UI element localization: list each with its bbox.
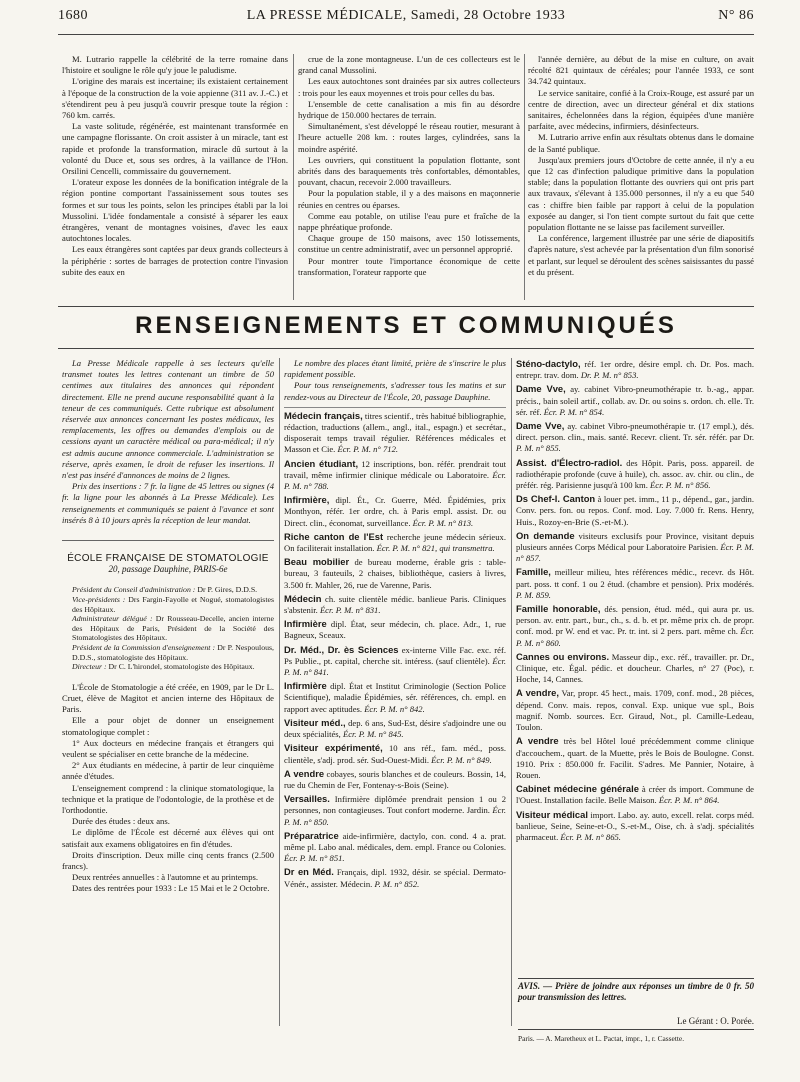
classified-ad — [516, 735, 754, 781]
rubric-intro — [62, 358, 274, 526]
ad-text — [284, 742, 506, 765]
classified-ad — [516, 420, 754, 455]
avis-notice: AVIS. — Prière de joindre aux réponses un timbre de 0 fr. 50 pour transmission des lettres. — [518, 978, 754, 1003]
paragraph: 2° Aux étudiants en médecine, à partir de leur cinquième année d'études. — [62, 760, 274, 782]
paragraph: Chaque groupe de 150 maisons, avec 150 lotissements, constitue un centre administratif, avec un personnel approprié. — [298, 233, 520, 255]
paragraph: Elle a pour objet de donner un enseignement stomatologique complet : — [62, 715, 274, 737]
ad-text — [284, 768, 506, 791]
ad-reference: Écr. P. M. n° 857. — [516, 542, 754, 564]
ad-text — [516, 566, 754, 601]
communiques-column-1 — [62, 358, 274, 1028]
classified-ad — [516, 783, 754, 806]
ad-heading: Sténo-dactylo, — [516, 358, 581, 369]
classified-ad — [284, 618, 506, 641]
staff-role: Vice-présidents : — [72, 595, 126, 605]
paragraph: Pour tous renseignements, s'adresser tous les matins et sur rendez-vous au Directeur de l'École, 20, passage Dauphine. — [284, 380, 506, 402]
ad-text — [516, 457, 754, 492]
ad-body: à louer pet. imm., 11 p., dépend., gar., jardin. Conv. pers. fon. ou repos. Conf. mod. Loy. 7.000 fr. Rens. Henry, Huis., Rozoy-en-Brie (S.-et-M.). — [516, 494, 754, 527]
communiques-column-3 — [516, 358, 754, 968]
ad-body: 12 inscriptions, bon. référ. prendrait tout travail, même infirmier clinique médicale ou Laboratoire. — [284, 458, 506, 480]
article-column-2 — [298, 54, 520, 302]
ad-heading: A vendre — [516, 735, 559, 747]
paragraph: Les ouvriers, qui constituent la population flottante, sont abrités dans des baraquements très confortables, démontables, pouvant, chacun, recevoir 2.000 travailleurs. — [298, 154, 520, 188]
ad-text — [284, 593, 506, 616]
classified-ads-list — [516, 358, 754, 843]
classified-ad — [284, 644, 506, 679]
ad-text — [516, 493, 754, 528]
printer-imprint: Paris. — A. Maretheux et L. Pactat, impr., 1, r. Cassette. — [518, 1034, 685, 1043]
ad-text — [516, 809, 754, 844]
ad-body: ay. cabinet Vibro-pneumothérapie tr. (17 empl.), dés. direct. person. clin., mais. santé. Recevr. client. Tr. sér. référ. par Dr. — [516, 421, 754, 443]
page-header — [58, 8, 754, 32]
ad-heading: Infirmière, — [284, 494, 330, 506]
ad-text — [284, 618, 506, 641]
paragraph: L'ensemble de cette canalisation a mis fin au désordre hydrique de 150.000 hectares de terrain. — [298, 98, 520, 121]
ad-text — [516, 735, 754, 781]
classified-ad — [284, 866, 506, 889]
ad-text — [284, 458, 506, 493]
ad-heading: A vendre, — [516, 687, 559, 699]
paragraph: Le service sanitaire, confié à la Croix-Rouge, est assuré par un centre de direction, avec un directeur général et dix stations sanitaires, échelonnées dans la région, équipées d'une manière parfaite, avec médecins, infirmiers, désinfecteurs. — [528, 87, 754, 132]
ad-heading: Infirmière — [284, 618, 327, 630]
paragraph: M. Lutrario rappelle la célébrité de la terre romaine dans l'histoire et souligne le rôle qu'y joue le paludisme. — [62, 54, 288, 76]
ad-body: meilleur milieu, htes références médic., recevr. ds Hôt. part. poss. tt conf. 1 ou 2 étud. (chambre et pension). Prix modérés. — [516, 567, 754, 589]
school-staff-list — [62, 585, 274, 671]
ad-text — [284, 644, 506, 679]
paragraph: Jusqu'aux premiers jours d'Octobre de cette année, il n'y a eu que 12 cas d'infection paludique primitive dans la population stable; dans la population flottante des ouvriers qui ont pris part aux travaux, s'élevant à 135.000 personnes, il n'y a eu que 540 cas : chiffre bien faible par rapport à celui de la population exposée au danger, si l'on tient compte surtout du fait que cette population flottante ne se laisse pas facilement surveiller. — [528, 154, 754, 233]
ad-body: dés. pension, étud. méd., qui aura pr. us. person. av. entr. part., bur., ch., s. d. b. et pr. même prix ch. de propr. conf. mod. pr W. end et vac. Pr. tr. int. si 2 pers. part. même ch. — [516, 604, 754, 637]
ad-heading: Ds Chef-l. Canton — [516, 493, 596, 505]
ad-body: cobayes, souris blanches et de couleurs. Bossin, 14, rue du Chemin de Fer, Fontenay-s-Bois (Seine). — [284, 768, 506, 790]
school-address: 20, passage Dauphine, PARIS-6e — [108, 564, 228, 575]
ad-body: Var, propr. 45 hect., mais. 1709, conf. mod., 28 pièces, dépend. Conv. mais. repos, conval. Exp. unique vue spl., Bois magnif. Nomb. sources. Ecr. Giraud, Not., pl. Camille-Ledeau, Toulon. — [516, 688, 754, 733]
ad-text — [284, 410, 506, 456]
classified-ad — [516, 493, 754, 528]
classified-ad — [516, 530, 754, 565]
ad-body: Masseur dip., exc. réf., travailler. pr. Dr., Clinique, etc. Égal. pédic. et doucheur. Charles, n° 27 (Poc), r. Hoche, 14, Cannes. — [516, 651, 754, 685]
ad-text — [516, 783, 754, 806]
classified-ad — [284, 494, 506, 529]
ad-body: dipl. État, seur médecin, ch. place. Adr., 1, rue Bagneux, Sceaux. — [284, 619, 506, 641]
ad-text — [284, 866, 506, 889]
classified-ad — [284, 793, 506, 828]
ad-text — [284, 556, 506, 591]
ad-reference: Écr. P. M. n° 854. — [543, 406, 605, 417]
ad-text — [516, 530, 754, 565]
ad-body: aide-infirmière, dactylo, con. cond. 4 a. prat. même pl. Labo anal. médicales, dem. empl. France ou Colonies. — [284, 830, 506, 852]
paragraph: Pour montrer toute l'importance économique de cette transformation, l'orateur rapporte que — [298, 255, 520, 277]
classified-ads-list — [284, 410, 506, 890]
staff-entry — [62, 643, 274, 662]
school-title: ÉCOLE FRANÇAISE DE STOMATOLOGIE — [62, 540, 274, 564]
staff-role: Président de la Commission d'enseignement : — [72, 643, 216, 653]
ad-text — [284, 830, 506, 865]
classified-ad — [284, 593, 506, 616]
staff-name: Drs Fargin-Fayolle et Nogué, stomatologistes des Hôpitaux. — [72, 595, 274, 614]
paragraph: L'orateur expose les données de la bonification intégrale de la région pontine comportant l'assainissement sous toutes ses formes et sur tous les points, selon les principes établi par la loi Mussolini. L'idée fondamentale a consisté à séparer les eaux étrangères, venant de montagnes voisines, d'avec les eaux autochtones locales. — [62, 177, 288, 244]
paragraph: L'enseignement comprend : la clinique stomatologique, la technique et la pratique de l'odontologie, de la prothèse et de l'orthodontie. — [62, 782, 274, 816]
paragraph: Le nombre des places étant limité, prière de s'inscrire le plus rapidement possible. — [284, 358, 506, 380]
school-description — [62, 682, 274, 895]
paragraph: L'École de Stomatologie a été créée, en 1909, par le Dr L. Cruet, élève de Magitot et ancien interne des Hôpitaux de Paris. — [62, 681, 274, 715]
ad-body: ch. suite clientèle médic. banlieue Paris. Cliniques s'abstenir. — [284, 593, 506, 616]
ad-text — [516, 603, 754, 649]
ad-heading: Dr en Méd. — [284, 866, 334, 878]
journal-title: LA PRESSE MÉDICALE, Samedi, 28 Octobre 1933 — [246, 8, 566, 23]
ad-text — [284, 793, 506, 828]
paragraph: l'année dernière, au début de la mise en culture, on avait récolté 821 quintaux de céréales; pour l'année 1933, ce sont 34.742 quintaux. — [528, 54, 754, 87]
paragraph: 1° Aux docteurs en médecine français et étrangers qui veulent se spécialiser en cette branche de la médecine. — [62, 737, 274, 760]
ad-heading: Assist. d'Électro-radiol. — [516, 456, 623, 468]
section-title: RENSEIGNEMENTS ET COMMUNIQUÉS — [135, 312, 677, 339]
ad-reference: Écr. P. M. n° 831. — [319, 605, 381, 616]
ad-reference: Écr. P. M. n° 860. — [516, 626, 754, 648]
ad-body: à créer ds import. Commune de l'Ouest. Installation facile. Belle Maison. — [516, 784, 754, 806]
staff-role: Administrateur délégué : — [72, 614, 153, 624]
classified-ad — [516, 603, 754, 649]
ad-text — [284, 680, 506, 715]
intro-paragraph: La Presse Médicale rappelle à ses lecteurs qu'elle transmet toutes les lettres contenant un timbre de 50 centimes aux titulaires des annonces qui répondent directement. Elle ne prend aucune responsabilité quant à la teneur de ces communiqués. Cette rubrique est absolument réservée aux annonces concernant les postes médicaux, les remplacements, les offres ou demandes d'emplois ou de cessions ayant un caractère médical ou para-médical; il n'y est admis aucune annonce commerciale. L'administration se réserve, après examen, le droit de refuser les insertions. Il n'est pas inséré d'annonces de moins de 2 lignes. — [62, 358, 274, 481]
ad-reference: Écr. P. M. n° 850. — [284, 805, 506, 827]
ad-reference: Écr. P. M. n° 864. — [658, 795, 720, 806]
classified-ad — [284, 556, 506, 591]
paragraph: Les eaux étrangères sont captées par deux grands collecteurs à la périphérie : sortes de barrages de protection contre l'invasion subite des eaux en — [62, 244, 288, 277]
ad-text — [516, 687, 754, 733]
ad-text — [516, 383, 754, 418]
staff-entry — [62, 662, 274, 672]
paragraph: Le diplôme de l'École est décerné aux élèves qui ont satisfait aux examens obligatoires en fin d'études. — [62, 827, 274, 849]
ad-reference: P. M. 859. — [516, 589, 551, 600]
ad-reference: Écr. P. M. n° 842. — [364, 703, 425, 714]
ad-heading: A vendre — [284, 767, 325, 779]
paragraph: L'origine des marais est incertaine; ils existaient certainement à l'époque de la construction de la voie appienne (311 av. J.-C.) et s'étendirent peu à peu jusqu'à couvrir presque toute la région : 760 km. carrés. — [62, 76, 288, 121]
ad-heading: Famille, — [516, 566, 551, 578]
ad-body: visiteurs exclusifs pour Province, visitant depuis plusieurs années Corps Médical pour Laboratoire Parisien. — [516, 530, 754, 553]
classified-ad — [284, 742, 506, 765]
ad-reference: Dr. P. M. n° 853. — [580, 370, 639, 381]
ad-heading: Riche canton de l'Est — [284, 530, 384, 542]
ad-reference: P. M. n° 855. — [516, 443, 561, 454]
ad-body: 10 ans réf., fam. méd., poss. clientèle, s'adj. prod. sér. Sud-Ouest-Midi. — [284, 743, 506, 765]
staff-role: Président du Conseil d'administration : — [72, 585, 196, 595]
ad-heading: Ancien étudiant, — [284, 457, 359, 469]
ad-heading: Visiteur médical — [516, 808, 588, 820]
ad-heading: Médecin français, — [284, 409, 363, 421]
classified-ad — [516, 809, 754, 844]
ad-text — [516, 358, 754, 381]
ad-reference: Écr. P. M. n° 865. — [560, 831, 621, 842]
ad-reference: Écr. P. M. n° 845. — [342, 729, 404, 740]
column-divider — [279, 358, 280, 1026]
ad-body: import. Labo. ay. auto, excell. relat. corps méd. banlieue, Seine, Seine-et-O., S.-et-M., Oise, ch. à s'adj. spécialités pharmaceut. — [516, 809, 754, 842]
classified-ad — [516, 687, 754, 733]
classified-ad — [284, 531, 506, 554]
ad-body: Infirmière diplômée prendrait pension 1 ou 2 personnes, non contagieuses. Tout confort moderne. Jardin. — [284, 794, 506, 816]
ad-reference: Écr. P. M. n° 712. — [337, 444, 399, 455]
column-divider — [293, 54, 294, 300]
ad-heading: Beau mobilier — [284, 556, 350, 568]
ad-heading: Famille honorable, — [516, 603, 601, 615]
ad-body: de bureau moderne, érable gris : table-bureau, 3 fauteuils, 2 chaises, bibliothèque, casiers à livres, 3.500 fr. Mahler, 26, rue de Varenne, Paris. — [284, 557, 506, 590]
staff-name: Dr Rousseau-Decelle, ancien interne des Hôpitaux de Paris, Président de la Société des Stomatologistes des Hôpitaux. — [72, 614, 274, 643]
ad-body: ex-interne Ville Fac. exc. réf. Ps Publie., pt. capital, cherche sit. intéress. (sauf clientèle). — [284, 644, 506, 666]
communiques-column-2 — [284, 358, 506, 1028]
article-column-1 — [62, 54, 288, 302]
paragraph: Simultanément, s'est développé le réseau routier, mesurant à l'heure actuelle 208 km. : routes larges, cylindrées, sans la moindre aspérité. — [298, 121, 520, 154]
staff-entry — [62, 585, 274, 595]
ad-heading: Visiteur méd., — [284, 716, 346, 728]
classified-ad — [284, 458, 506, 493]
ad-reference: Écr. P. M. n° 856. — [650, 480, 711, 491]
section-rule — [58, 306, 754, 307]
ad-reference: P. M. n° 852. — [374, 878, 420, 889]
column-divider — [511, 358, 512, 1026]
ad-body: dep. 6 ans, Sud-Est, désire s'adjoindre une ou deux spécialités, — [284, 717, 506, 740]
ad-reference: Écr. P. M. n° 841. — [284, 655, 506, 678]
ad-heading: Médecin — [284, 592, 322, 604]
staff-name: Dr P. Gires, D.D.S. — [197, 585, 258, 595]
intro-paragraph: Prix des insertions : 7 fr. la ligne de 45 lettres ou signes (4 fr. la ligne pour les abonnés à La Presse Médicale). Les renseignements et communiqués se paient à l'avance et sont insérés 8 à 10 jours après la réception de leur mandat. — [62, 481, 274, 525]
ad-reference: Écr. P. M. n° 849. — [431, 754, 492, 765]
ad-text — [516, 420, 754, 455]
paragraph: Pour la population stable, il y a des maisons en maçonnerie réunies en centres ou éparses. — [298, 188, 520, 210]
ad-body: dipl. Ét., Cr. Guerre, Méd. Épidémies, prix Monthyon, référ. 1er ordre, ch. à Paris empl. assist. Dr. ou Direct. clin., économat, surveillance. — [284, 495, 506, 528]
ad-reference: Écr. P. M. n° 788. — [284, 469, 506, 492]
ad-heading: Préparatrice — [284, 829, 339, 841]
paragraph: Les eaux autochtones sont drainées par six autres collecteurs : trois pour les eaux moyennes et trois pour celles du bas. — [298, 76, 520, 98]
staff-entry — [62, 595, 274, 614]
staff-name: Dr C. L'hirondel, stomatologiste des Hôpitaux. — [108, 662, 255, 672]
paragraph: Durée des études : deux ans. — [72, 816, 170, 827]
paragraph: Droits d'inscription. Deux mille cinq cents francs (2.500 francs). — [62, 849, 274, 872]
paragraph: crue de la zone montagneuse. L'un de ces collecteurs est le grand canal Mussolini. — [298, 54, 520, 76]
classified-ad — [516, 457, 754, 492]
paragraph: Dates des rentrées pour 1933 : Le 15 Mai et le 2 Octobre. — [72, 883, 270, 894]
classified-ad — [284, 410, 506, 456]
ad-reference: Écr. P. M. n° 821, qui transmettra. — [376, 543, 495, 554]
ad-body: dipl. État et Institut Criminologie (Section Police Scientifique), maladie Épidémies, sér. références, ch. empl. en rapport avec aptitudes. — [284, 681, 506, 714]
page-number: 1680 — [58, 8, 88, 23]
header-rule — [58, 34, 754, 35]
ad-text — [516, 651, 754, 686]
ad-reference: Écr. P. M. n° 813. — [412, 517, 474, 528]
paragraph: Comme eau potable, on utilise l'eau pure et fraîche de la nappe phréatique profonde. — [298, 210, 520, 233]
ad-body: très bel Hôtel loué précédemment comme clinique d'accouchem., quart. de la Muette, près le Bois de Boulogne. Const. 1910. Prix : 850.000 fr. Facilit. S'adres. Me Pannier, Notaire, à Rouen. — [516, 736, 754, 780]
paragraph: M. Lutrario arrive enfin aux résultats obtenus dans le domaine de la Santé publique. — [528, 132, 754, 154]
ad-reference: Écr. P. M. n° 851. — [284, 853, 345, 864]
school-notice — [284, 358, 506, 403]
divider — [284, 407, 506, 408]
ad-heading: Visiteur expérimenté, — [284, 742, 383, 754]
ad-body: ay. cabinet Vibro-pneumothérapie tr. b.-ag., appar. précis., bain soleil artif., collab. av. Dr. ou soins s. ordon. ch. elle. Tr. sér. réf. — [516, 384, 754, 417]
ad-heading: On demande — [516, 529, 575, 541]
ad-heading: Cannes ou environs. — [516, 650, 610, 662]
ad-body: recherche jeune médecin sérieux. On faciliterait installation. — [284, 531, 506, 554]
ad-heading: Dame Vve, — [516, 383, 566, 395]
article-column-3 — [528, 54, 754, 302]
paragraph: Deux rentrées annuelles : à l'automne et au printemps. — [72, 872, 259, 883]
gerant-signature: Le Gérant : O. Porée. — [518, 1016, 754, 1030]
classified-ad — [516, 566, 754, 601]
classified-ad — [284, 717, 506, 740]
ad-heading: Dr. Méd., Dr. ès Sciences — [284, 643, 399, 655]
classified-ad — [516, 383, 754, 418]
ad-heading: Infirmière — [284, 680, 327, 692]
staff-name: Dr P. Nespoulous, D.D.S., stomatologiste des Hôpitaux. — [72, 643, 274, 662]
ad-heading: Cabinet médecine générale — [516, 783, 639, 795]
ad-body: réf. 1er ordre, désire empl. ch. Dr. Pos. mach. entrepr. trav. dom. — [516, 359, 754, 381]
paragraph: La conférence, largement illustrée par une série de diapositifs d'après nature, s'est achevée par la présentation d'un film sonorisé et parlant, sur lequel se déroulent des scènes saisissantes du passé et du présent. — [528, 233, 754, 277]
ad-body: titres scientif., très habitué bibliographie, rédaction, traductions (allem., angl., ital., espagn.) et secrétar., disposerait temps travail régulier. Références médicales et Masson et Cie. — [284, 410, 506, 455]
column-divider — [524, 54, 525, 300]
classified-ad — [284, 830, 506, 865]
staff-entry — [62, 614, 274, 643]
section-rule — [58, 348, 754, 349]
ad-body: Français, dipl. 1932, désir. se spécial. Dermato-Vénér., assister. Médecin. — [284, 867, 506, 889]
ad-text — [284, 531, 506, 554]
ad-text — [284, 494, 506, 529]
classified-ad — [516, 651, 754, 686]
paragraph: La vaste solitude, régénérée, est maintenant transformée en une campagne florissante. On croit assister à un miracle, tant est rapide et profonde la transformation, miracle dû surtout à la volonté du Duce et, sous ses ordres, à la vaillance de l'Hon. Orsilini Cencelli, commissaire du gouvernement. — [62, 121, 288, 177]
classified-ad — [516, 358, 754, 381]
issue-number: N° 86 — [718, 8, 754, 23]
ad-text — [284, 717, 506, 740]
ad-heading: Dame Vve, — [516, 420, 565, 432]
ad-body: des Hôpit. Paris, poss. appareil. de radiothérapie profonde (cuve à huile), ch. assoc. av. chir. ou clin., de préfér. rég. Parisienne jusqu'à 100 km. — [516, 457, 754, 491]
staff-role: Directeur : — [72, 662, 107, 672]
classified-ad — [284, 680, 506, 715]
ad-heading: Versailles. — [284, 793, 330, 805]
classified-ad — [284, 768, 506, 791]
